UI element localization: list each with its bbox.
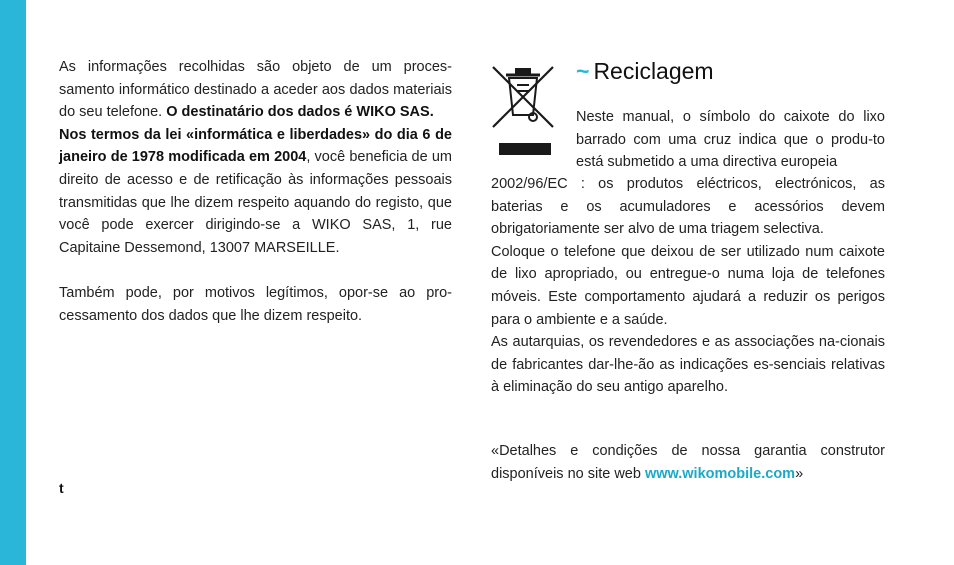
right-column <box>491 173 885 399</box>
privacy-paragraph-2 <box>59 124 452 260</box>
warranty-closing-quote: » <box>795 465 804 482</box>
recycling-authorities-text: As autarquias, os revendedores e as associações na-cionais de fabricantes dar-lhe-ão as indicações es-senciais relativas à eliminação do seu antigo aparelho. <box>491 334 885 396</box>
recycling-intro-text: Neste manual, o símbolo do caixote do lixo barrado com uma cruz indica que o produ-to está submetido a uma directiva europeia <box>576 109 885 171</box>
wiko-website-link[interactable]: www.wikomobile.com <box>644 465 796 482</box>
paragraph-gap <box>59 259 452 282</box>
recycling-heading <box>576 56 714 86</box>
warranty-text: «Detalhes e condições de nossa garantia construtor disponíveis no site web <box>491 443 885 482</box>
privacy-paragraph-3: Também pode, por motivos legítimos, opor-se ao pro-cessamento dos dados que lhe dizem respeito. <box>59 284 452 324</box>
left-column <box>59 56 452 327</box>
recycling-directive-text: 2002/96/EC : os produtos eléctricos, electrónicos, as baterias e os acumuladores e acessórios devem obrigatoriamente ser alvo de uma triagem selectiva. <box>491 176 885 238</box>
privacy-paragraph-1 <box>59 56 452 124</box>
data-recipient-text: O destinatário dos dados é WIKO SAS. <box>166 104 434 121</box>
law-reference-text: Nos termos da lei «informática e liberdades» do dia 6 de janeiro de 1978 modificada em 2004 <box>59 126 452 166</box>
side-color-bar <box>0 0 26 565</box>
heading-text: Reciclagem <box>593 58 714 84</box>
privacy-intro-text: As informações recolhidas são objeto de um proces-samento informático destinado a aceder aos dados materiais do seu telefone. <box>59 59 452 121</box>
heading-tilde: ~ <box>576 58 590 84</box>
access-rights-text: , você beneficia de um direito de acesso e de retificação às informações pessoais transmitidas que lhe dizem respeito aquando do registo, que você pode exercer dirigindo-se a WIKO SAS, 1, rue Capitaine Dessemond, 13007 MARSEILLE. <box>59 149 452 256</box>
recycling-disposal-text: Coloque o telefone que deixou de ser utilizado num caixote de lixo apropriado, ou entregue-o numa loja de telefones móveis. Este comportamento ajudará a reduzir os perigos para o ambiente e a saúde. <box>491 243 885 328</box>
crossed-out-wheelie-bin-icon <box>489 63 557 159</box>
warranty-paragraph <box>491 440 885 485</box>
page-marker: t <box>59 480 64 496</box>
